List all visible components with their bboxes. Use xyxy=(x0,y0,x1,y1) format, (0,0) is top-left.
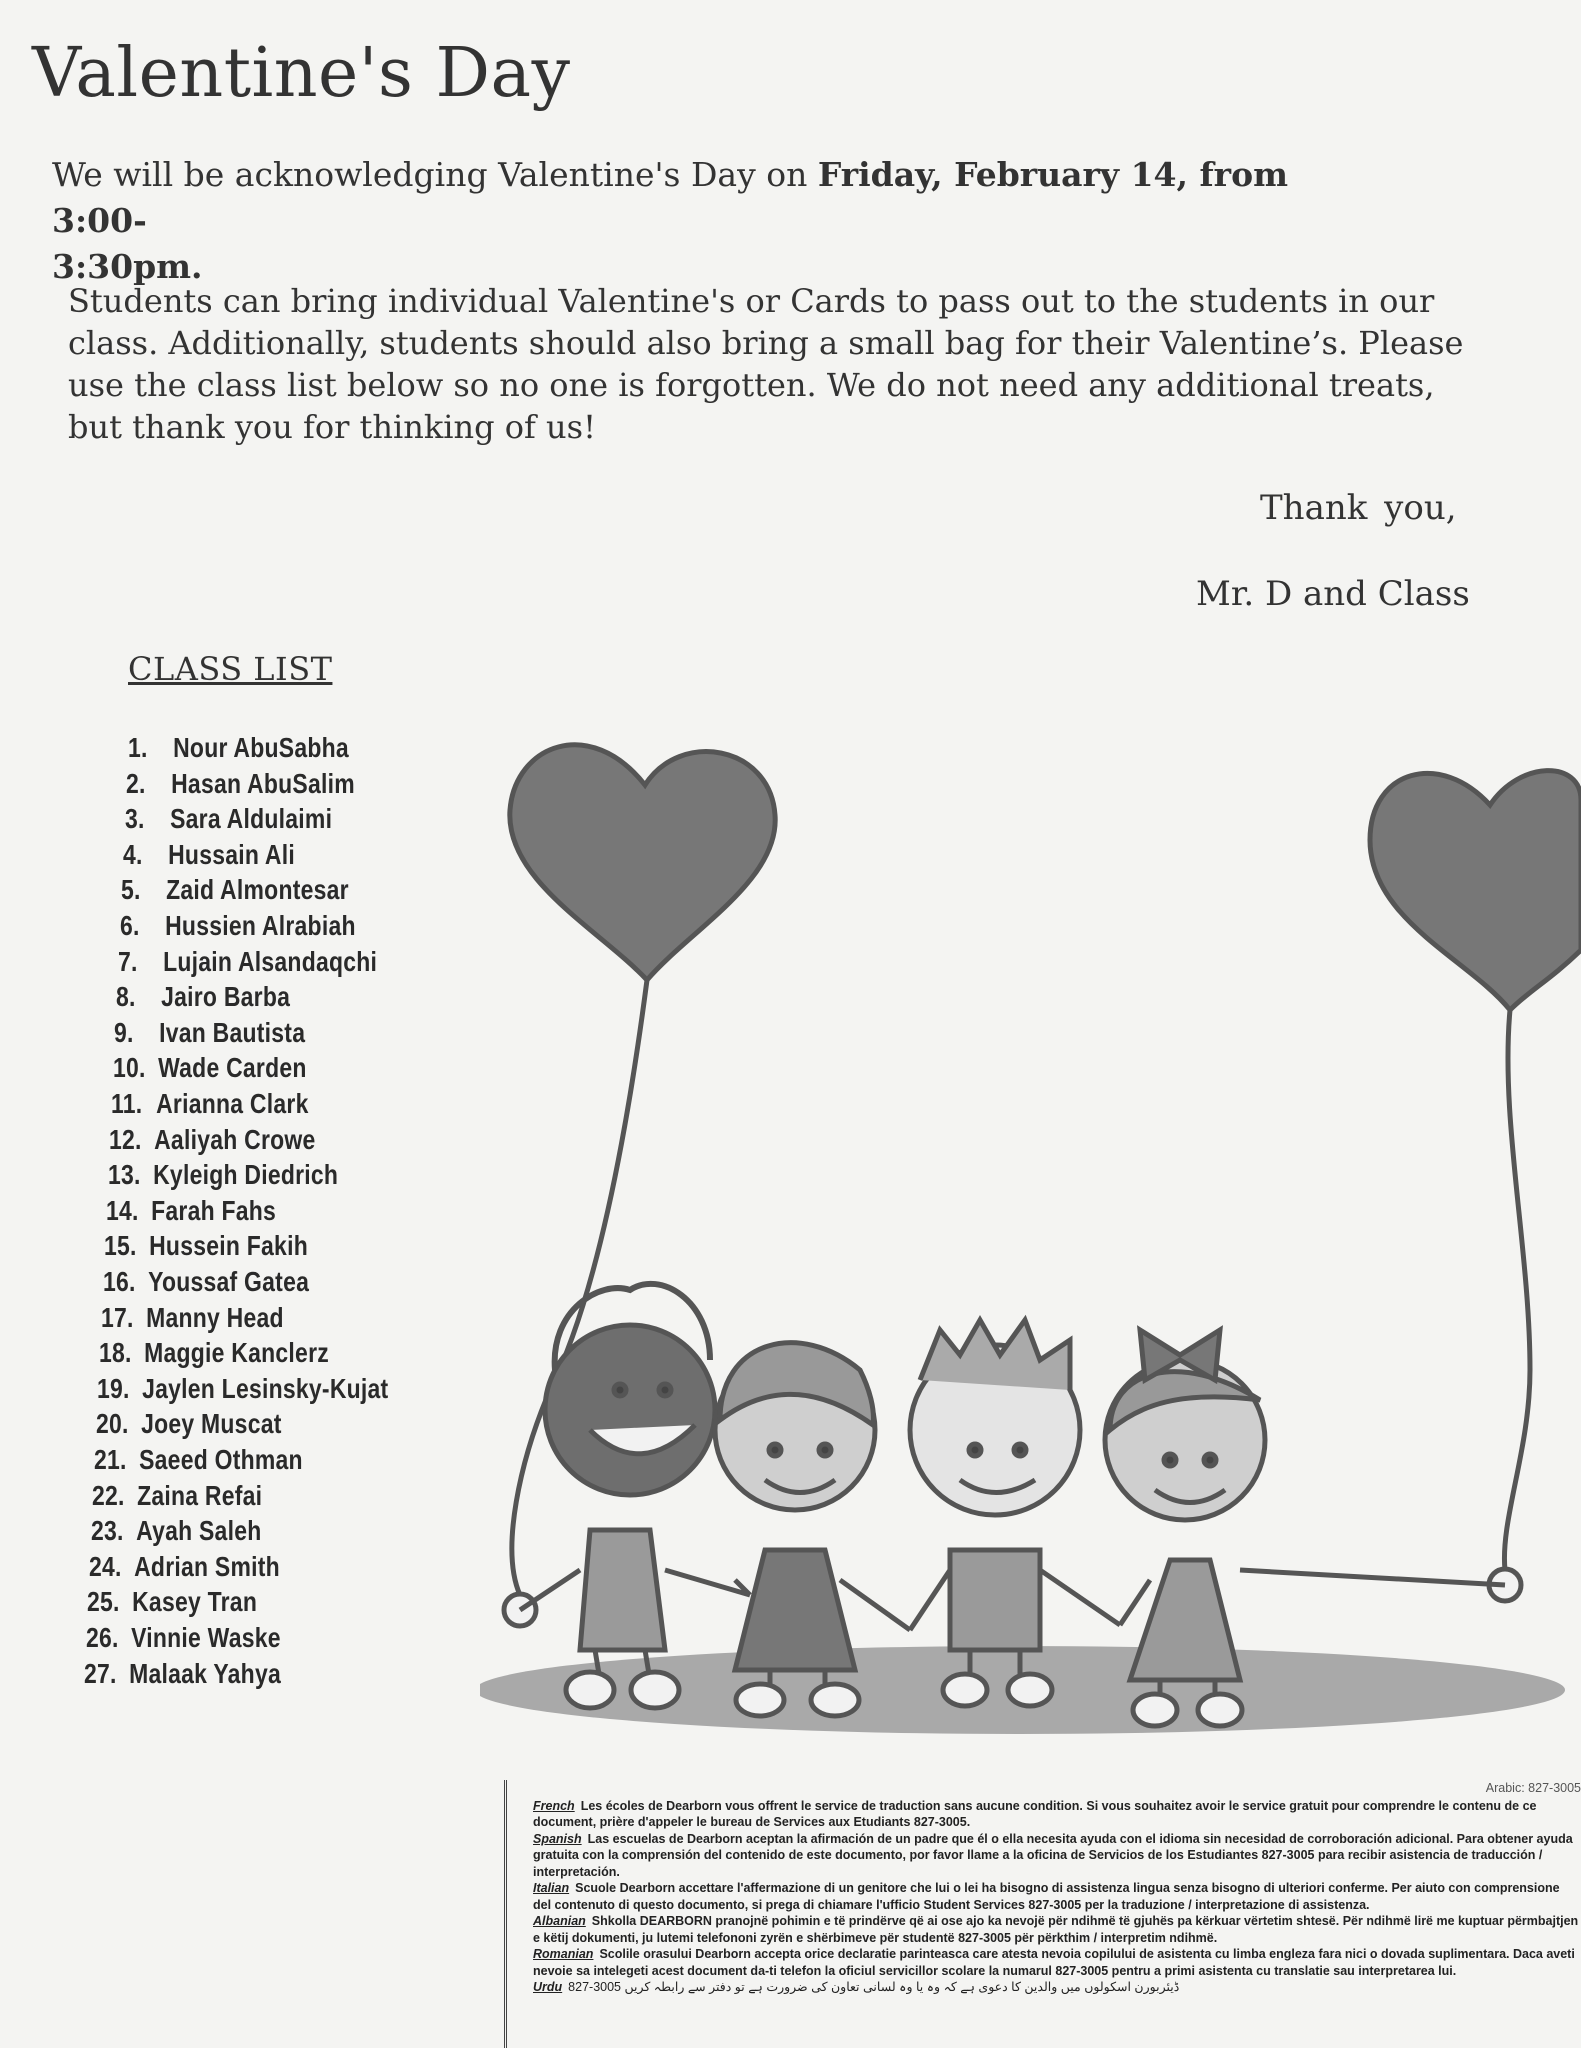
class-list-item xyxy=(128,732,349,764)
italian-notice xyxy=(533,1880,1581,1913)
student-name: Malaak Yahya xyxy=(128,1657,281,1689)
student-name: Arianna Clark xyxy=(156,1088,309,1119)
romanian-notice xyxy=(533,1946,1581,1979)
class-list-item xyxy=(113,1052,307,1084)
student-number: 3. xyxy=(124,803,145,835)
class-list-heading: CLASS LIST xyxy=(128,650,333,688)
class-list-item xyxy=(84,1658,281,1690)
class-list-item xyxy=(92,1480,262,1512)
student-number: 21. xyxy=(94,1444,127,1475)
class-list-item xyxy=(126,768,355,800)
student-name: Maggie Kanclerz xyxy=(144,1337,330,1369)
student-number: 7. xyxy=(117,945,138,977)
student-number: 25. xyxy=(87,1586,120,1618)
class-list-item xyxy=(108,1159,338,1191)
class-list-item xyxy=(116,981,290,1013)
class-list-item xyxy=(94,1444,303,1476)
student-name: Ivan Bautista xyxy=(159,1016,306,1048)
class-list-item xyxy=(104,1230,308,1262)
student-number: 5. xyxy=(121,874,141,906)
student-name: Adrian Smith xyxy=(133,1550,280,1582)
student-name: Ayah Saleh xyxy=(135,1515,262,1547)
announcement-lead: We will be acknowledging Valentine's Day on xyxy=(52,155,818,194)
student-name: Vinnie Waske xyxy=(130,1622,281,1653)
instructions-paragraph: Students can bring individual Valentine's or Cards to pass out to the students in our class. Additionally, students should also bring a small bag for their Valentine’s. Please use the class list below so no one is forgotten. We do not need any additional treats, but thank you for thinking of us! xyxy=(68,282,1464,446)
student-name: Zaina Refai xyxy=(137,1479,263,1511)
student-number: 17. xyxy=(100,1301,134,1333)
class-list-item xyxy=(87,1586,257,1618)
student-number: 27. xyxy=(83,1657,117,1689)
albanian-label: Albanian xyxy=(533,1914,586,1928)
class-list-item xyxy=(123,839,295,871)
translation-notice xyxy=(504,1780,1581,2048)
student-number: 24. xyxy=(88,1550,122,1582)
student-number: 4. xyxy=(122,838,143,870)
child-curly-hair xyxy=(520,1284,750,1708)
romanian-text: Scolile orasului Dearborn accepta orice declaratie parinteasca care atesta nevoia copilului de asistenta cu limba engleza fara nici o dovada suplimentara. Daca aveti nevoie sa intelegeti acest document da-ti telefon la oficiul servicillor scolare la numarul 827-3005 pentru a primi asistenta cu translatie sau interpretarea lui. xyxy=(533,1947,1575,1978)
event-date: Friday, February 14, from 3:00- xyxy=(52,155,1288,240)
class-list-item xyxy=(111,1088,309,1120)
student-name: Aaliyah Crowe xyxy=(154,1123,316,1155)
albanian-text: Shkolla DEARBORN pranojnë pohimin e të prindërve që ai ose ajo ka nevojë për ndihmë të gjuhës pa kërkuar vërtetim shtesë. Për ndihmë lirë me kuptuar përmbajtjen e këtij dokumenti, ju lutemi telefononi zyrën e shërbimeve për studentë 827-3005 për përkthim / interpretim ndihmë. xyxy=(533,1914,1579,1945)
student-name: Youssaf Gatea xyxy=(147,1266,309,1297)
student-number: 16. xyxy=(102,1266,136,1297)
french-label: French xyxy=(533,1798,575,1813)
student-name: Farah Fahs xyxy=(150,1194,276,1226)
student-number: 26. xyxy=(85,1622,119,1653)
class-list-item xyxy=(97,1373,388,1405)
student-number: 23. xyxy=(90,1515,124,1547)
closing-signature: Mr. D and Class xyxy=(1196,574,1470,614)
student-number: 19. xyxy=(97,1372,131,1404)
class-list-item xyxy=(121,874,349,906)
student-number: 6. xyxy=(119,910,140,941)
urdu-text: 827-3005 ڈیئربورن اسکولوں میں والدین کا دعوی ہے کہ وہ یا وہ لسانی تعاون کی ضرورت ہے تو دفتر سے رابطہ کریں xyxy=(568,1980,1180,1994)
student-name: Hussien Alrabiah xyxy=(164,910,356,941)
student-name: Jairo Barba xyxy=(161,981,291,1013)
italian-text: Scuole Dearborn accettare l'affermazione di un genitore che lui o lei ha bisogno di assistenza lingua senza bisogno di ulteriori conferme. Per aiuto con comprensione del contenuto di questo documento, si prega di chiamare l'ufficio Student Services 827-3005 per la traduzione / interpretazione di assistenza. xyxy=(533,1881,1560,1912)
class-list-item xyxy=(103,1266,309,1298)
student-name: Jaylen Lesinsky-Kujat xyxy=(142,1372,389,1404)
student-number: 18. xyxy=(99,1337,132,1369)
student-number: 15. xyxy=(104,1230,137,1262)
class-list-item xyxy=(125,803,332,835)
romanian-label: Romanian xyxy=(533,1947,594,1961)
french-text: Les écoles de Dearborn vous offrent le service de traduction sans aucune condition. Si vous souhaitez avoir le service gratuit pour comprendre le contenu de ce document, prière d'appeler le bureau de Services aux Etudiants 827-3005. xyxy=(533,1798,1537,1829)
student-number: 10. xyxy=(112,1052,146,1084)
student-number: 20. xyxy=(95,1408,129,1440)
student-number: 22. xyxy=(92,1479,125,1511)
student-name: Hussain Ali xyxy=(167,838,295,870)
student-name: Sara Aldulaimi xyxy=(169,803,332,835)
spanish-text: Las escuelas de Dearborn aceptan la afirmación de un padre que él o ella necesita ayuda con el idioma sin necesidad de corroboración adicional. Para obtener ayuda gratuita con la comprensión del contenido de este documento, por favor llame a la oficina de Servicios de los Estudiantes 827-3005 para recibir asistencia de traducción / interpretación. xyxy=(533,1831,1573,1879)
student-number: 9. xyxy=(114,1016,135,1048)
closing-thanks: Thank you, xyxy=(1260,488,1457,528)
class-list-item xyxy=(106,1195,276,1227)
italian-label: Italian xyxy=(533,1881,570,1895)
student-name: Joey Muscat xyxy=(140,1408,282,1440)
student-number: 13. xyxy=(107,1159,141,1191)
student-name: Wade Carden xyxy=(157,1052,307,1084)
class-list-item xyxy=(91,1515,261,1547)
class-list-item xyxy=(86,1622,281,1654)
student-number: 2. xyxy=(126,767,146,799)
class-list-item xyxy=(89,1551,280,1583)
french-notice xyxy=(533,1798,1581,1831)
student-name: Kyleigh Diedrich xyxy=(152,1159,338,1191)
student-number: 8. xyxy=(116,981,136,1013)
class-list-item xyxy=(99,1337,329,1369)
student-name: Kasey Tran xyxy=(132,1586,258,1618)
class-list-item xyxy=(96,1408,282,1440)
albanian-notice xyxy=(533,1913,1581,1946)
student-name: Nour AbuSabha xyxy=(173,732,349,763)
urdu-label: Urdu xyxy=(533,1980,563,1994)
student-number: 14. xyxy=(105,1194,139,1226)
spanish-label: Spanish xyxy=(533,1831,582,1846)
event-end-time: 3:30pm. xyxy=(52,247,203,286)
arabic-notice: 827-3005 :Arabic xyxy=(1485,1781,1581,1795)
children-with-heart-balloons-illustration xyxy=(480,690,1581,1760)
heart-balloon-right-icon xyxy=(1370,771,1581,1601)
page-title: Valentine's Day xyxy=(32,34,571,113)
student-name: Hussein Fakih xyxy=(149,1230,309,1262)
class-list-item xyxy=(118,946,377,978)
event-announcement xyxy=(52,152,1352,290)
class-list-item xyxy=(114,1017,305,1049)
student-name: Lujain Alsandaqchi xyxy=(162,945,377,977)
student-number: 11. xyxy=(111,1088,143,1119)
student-name: Saeed Othman xyxy=(139,1444,303,1475)
spanish-notice xyxy=(533,1831,1581,1881)
class-list-item xyxy=(101,1302,284,1334)
student-name: Manny Head xyxy=(145,1301,284,1333)
student-name: Zaid Almontesar xyxy=(166,874,350,906)
student-number: 1. xyxy=(128,732,148,763)
student-number: 12. xyxy=(109,1123,142,1155)
student-name: Hasan AbuSalim xyxy=(171,767,356,799)
urdu-notice xyxy=(533,1979,1581,1996)
class-list-item xyxy=(109,1124,316,1156)
class-list-item xyxy=(120,910,356,942)
